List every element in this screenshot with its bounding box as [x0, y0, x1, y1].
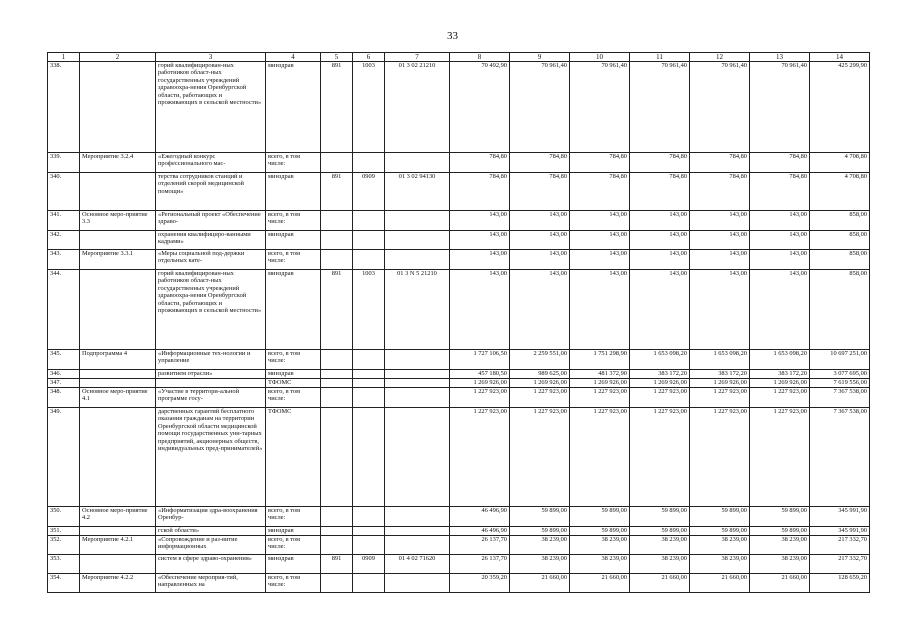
- table-cell: Мероприятие 4.2.1: [80, 536, 156, 555]
- table-cell: [321, 350, 353, 370]
- table-cell: [385, 211, 450, 231]
- column-header: 9: [510, 53, 570, 62]
- table-cell: 0909: [353, 173, 385, 211]
- table-cell: 481 372,90: [570, 370, 630, 379]
- table-row: [48, 231, 870, 250]
- table-cell: 350.: [48, 507, 80, 527]
- table-cell: охранения квалифициро-ванными кадрами»: [156, 231, 266, 250]
- table-row: [48, 555, 870, 574]
- table-cell: 3 077 695,00: [810, 370, 870, 379]
- table-cell: Основное меро-приятие 4.2: [80, 507, 156, 527]
- table-cell: всего, в том числе:: [266, 211, 321, 231]
- table-cell: 351.: [48, 527, 80, 536]
- table-cell: «Обеспечение мероприя-тий, направленных на: [156, 574, 266, 593]
- table-cell: 59 899,00: [630, 527, 690, 536]
- table-cell: [321, 250, 353, 270]
- table-cell: 59 899,00: [630, 507, 690, 527]
- table-cell: [385, 231, 450, 250]
- table-cell: 338.: [48, 62, 80, 153]
- table-cell: 01 4 02 71620: [385, 555, 450, 574]
- column-header: 13: [750, 53, 810, 62]
- table-cell: 01 3 N 5 21210: [385, 270, 450, 350]
- table-cell: минздрав: [266, 231, 321, 250]
- table-cell: 143,00: [690, 231, 750, 250]
- table-cell: систем в сфере здраво-охранения»: [156, 555, 266, 574]
- table-cell: 128 659,20: [810, 574, 870, 593]
- table-row: [48, 370, 870, 379]
- table-cell: 784,80: [750, 173, 810, 211]
- table-cell: 7 619 556,00: [810, 379, 870, 388]
- table-cell: 784,80: [450, 153, 510, 173]
- table-cell: «Ежегодный конкурс профессионального мас-: [156, 153, 266, 173]
- table-cell: [385, 250, 450, 270]
- table-cell: терства сотрудников станций и отделений скорой медицинской помощи»: [156, 173, 266, 211]
- table-cell: 891: [321, 555, 353, 574]
- table-cell: 38 239,00: [630, 555, 690, 574]
- table-cell: [80, 62, 156, 153]
- table-cell: [321, 379, 353, 388]
- table-cell: 858,00: [810, 250, 870, 270]
- table-cell: 26 137,70: [450, 536, 510, 555]
- table-cell: 143,00: [510, 231, 570, 250]
- table-cell: 345 991,90: [810, 507, 870, 527]
- table-cell: 784,80: [690, 173, 750, 211]
- table-row: [48, 270, 870, 350]
- table-cell: 59 899,00: [750, 507, 810, 527]
- table-cell: 70 492,90: [450, 62, 510, 153]
- table-cell: 59 899,00: [510, 527, 570, 536]
- table-cell: минздрав: [266, 62, 321, 153]
- table-cell: [353, 231, 385, 250]
- table-cell: [80, 370, 156, 379]
- table-row: [48, 408, 870, 507]
- table-cell: горий квалифицирован-ных работников област-ных государственных учреждений здравоохра-нения Оренбургской области, работающих и проживающих в сельской местности»: [156, 62, 266, 153]
- table-cell: 143,00: [570, 231, 630, 250]
- table-cell: 70 961,40: [630, 62, 690, 153]
- table-cell: всего, в том числе:: [266, 350, 321, 370]
- table-cell: «Информатизация здра-воохранения Оренбур-: [156, 507, 266, 527]
- table-cell: [353, 370, 385, 379]
- table-cell: [156, 379, 266, 388]
- table-cell: минздрав: [266, 527, 321, 536]
- table-row: [48, 173, 870, 211]
- table-cell: 20 359,20: [450, 574, 510, 593]
- table-cell: 1 227 923,00: [750, 408, 810, 507]
- table-cell: 143,00: [630, 211, 690, 231]
- table-cell: 891: [321, 173, 353, 211]
- table-cell: Основное меро-приятие 3.3: [80, 211, 156, 231]
- table-cell: 01 3 02 21210: [385, 62, 450, 153]
- table-cell: [353, 153, 385, 173]
- table-cell: [385, 379, 450, 388]
- table-cell: 1 269 926,00: [570, 379, 630, 388]
- table-row: [48, 153, 870, 173]
- table-cell: 784,80: [630, 153, 690, 173]
- table-cell: 59 899,00: [570, 507, 630, 527]
- table-cell: всего, в том числе:: [266, 388, 321, 408]
- table-cell: [321, 388, 353, 408]
- table-cell: [353, 574, 385, 593]
- table-cell: 344.: [48, 270, 80, 350]
- table-cell: 858,00: [810, 270, 870, 350]
- table-cell: 1 227 923,00: [630, 408, 690, 507]
- table-cell: развитием отрасли»: [156, 370, 266, 379]
- table-cell: 1 727 106,50: [450, 350, 510, 370]
- table-cell: 1 227 923,00: [450, 408, 510, 507]
- table-cell: 425 299,90: [810, 62, 870, 153]
- table-cell: [80, 231, 156, 250]
- table-cell: [385, 350, 450, 370]
- table-row: [48, 507, 870, 527]
- table-cell: 1 653 098,20: [630, 350, 690, 370]
- table-row: [48, 527, 870, 536]
- table-cell: [385, 507, 450, 527]
- table-cell: 1 269 926,00: [750, 379, 810, 388]
- table-cell: 01 3 02 94130: [385, 173, 450, 211]
- table-cell: 383 172,20: [690, 370, 750, 379]
- table-cell: 1 653 098,20: [750, 350, 810, 370]
- column-header: 1: [48, 53, 80, 62]
- table-cell: [321, 211, 353, 231]
- table-cell: [385, 370, 450, 379]
- table-cell: 143,00: [630, 270, 690, 350]
- table-cell: 38 239,00: [510, 536, 570, 555]
- table-row: [48, 388, 870, 408]
- table-cell: [385, 408, 450, 507]
- table-cell: 38 239,00: [750, 536, 810, 555]
- table-cell: 70 961,40: [570, 62, 630, 153]
- table-cell: [321, 370, 353, 379]
- table-cell: [80, 527, 156, 536]
- table-cell: [80, 408, 156, 507]
- table-cell: 339.: [48, 153, 80, 173]
- table-cell: 457 180,50: [450, 370, 510, 379]
- table-cell: 383 172,20: [630, 370, 690, 379]
- table-cell: 345 991,90: [810, 527, 870, 536]
- table-row: [48, 379, 870, 388]
- table-cell: 70 961,40: [690, 62, 750, 153]
- table-cell: 217 332,70: [810, 536, 870, 555]
- table-cell: 1 227 923,00: [510, 388, 570, 408]
- page-number: 33: [447, 30, 458, 42]
- table-cell: 343.: [48, 250, 80, 270]
- table-cell: Основное меро-приятие 4.1: [80, 388, 156, 408]
- table-cell: минздрав: [266, 370, 321, 379]
- table-cell: [385, 153, 450, 173]
- table-cell: 858,00: [810, 211, 870, 231]
- column-header: 6: [353, 53, 385, 62]
- table-cell: [353, 211, 385, 231]
- table-cell: [385, 527, 450, 536]
- table-cell: [353, 379, 385, 388]
- table-cell: 143,00: [750, 250, 810, 270]
- header-row: [48, 53, 870, 62]
- table-cell: 1 227 923,00: [570, 388, 630, 408]
- table-cell: [353, 536, 385, 555]
- table-cell: 341.: [48, 211, 80, 231]
- table-cell: 70 961,40: [750, 62, 810, 153]
- table-cell: 38 239,00: [570, 555, 630, 574]
- table-cell: 891: [321, 62, 353, 153]
- table-cell: [385, 536, 450, 555]
- table-cell: 143,00: [450, 211, 510, 231]
- table-cell: 1 227 923,00: [690, 388, 750, 408]
- table-cell: 38 239,00: [690, 555, 750, 574]
- table-cell: 4 708,80: [810, 173, 870, 211]
- table-cell: 143,00: [450, 250, 510, 270]
- table-cell: 345.: [48, 350, 80, 370]
- table-row: [48, 350, 870, 370]
- table-cell: 858,00: [810, 231, 870, 250]
- column-header: 10: [570, 53, 630, 62]
- table-cell: всего, в том числе:: [266, 153, 321, 173]
- table-cell: [385, 574, 450, 593]
- table-cell: 1 227 923,00: [750, 388, 810, 408]
- table-cell: 989 625,00: [510, 370, 570, 379]
- table-cell: 348.: [48, 388, 80, 408]
- column-header: 2: [80, 53, 156, 62]
- table-cell: 38 239,00: [630, 536, 690, 555]
- table-cell: всего, в том числе:: [266, 250, 321, 270]
- table-cell: [353, 507, 385, 527]
- table-row: [48, 536, 870, 555]
- column-header: 7: [385, 53, 450, 62]
- table-cell: [80, 379, 156, 388]
- column-header: 12: [690, 53, 750, 62]
- table-cell: [321, 408, 353, 507]
- table-cell: 1 227 923,00: [690, 408, 750, 507]
- budget-table: [47, 52, 870, 593]
- table-cell: 143,00: [690, 270, 750, 350]
- table-cell: ТФОМС: [266, 379, 321, 388]
- table-cell: [321, 536, 353, 555]
- table-cell: 143,00: [570, 270, 630, 350]
- table-cell: 143,00: [750, 231, 810, 250]
- table-cell: 383 172,20: [750, 370, 810, 379]
- column-header: 4: [266, 53, 321, 62]
- table-cell: [321, 574, 353, 593]
- table-cell: [321, 231, 353, 250]
- table-cell: всего, в том числе:: [266, 574, 321, 593]
- table-cell: 143,00: [690, 211, 750, 231]
- table-cell: [353, 350, 385, 370]
- table-cell: всего, в том числе:: [266, 507, 321, 527]
- table-row: [48, 211, 870, 231]
- table-cell: ТФОМС: [266, 408, 321, 507]
- table-cell: минздрав: [266, 270, 321, 350]
- table-cell: 1003: [353, 270, 385, 350]
- table-cell: «Участие в территори-альной программе госу-: [156, 388, 266, 408]
- table-cell: 1 227 923,00: [630, 388, 690, 408]
- table-cell: 349.: [48, 408, 80, 507]
- table-cell: горий квалифицирован-ных работников област-ных государственных учреждений здравоохра-нения Оренбургской области, работающих и проживающих в сельской местности»: [156, 270, 266, 350]
- table-cell: 1 227 923,00: [510, 408, 570, 507]
- table-cell: 347.: [48, 379, 80, 388]
- table-cell: 143,00: [630, 250, 690, 270]
- table-cell: 46 496,90: [450, 527, 510, 536]
- table-cell: [80, 270, 156, 350]
- table-cell: 784,80: [570, 173, 630, 211]
- table-cell: 0909: [353, 555, 385, 574]
- table-cell: 1 269 926,00: [690, 379, 750, 388]
- table-cell: 217 332,70: [810, 555, 870, 574]
- table-cell: 21 660,00: [510, 574, 570, 593]
- table-cell: 21 660,00: [750, 574, 810, 593]
- table-cell: 26 137,70: [450, 555, 510, 574]
- table-cell: 1 227 923,00: [570, 408, 630, 507]
- table-cell: 784,80: [570, 153, 630, 173]
- table-cell: 143,00: [510, 270, 570, 350]
- table-cell: 38 239,00: [570, 536, 630, 555]
- table-cell: 353.: [48, 555, 80, 574]
- table-cell: 143,00: [570, 250, 630, 270]
- table-cell: 21 660,00: [690, 574, 750, 593]
- column-header: 14: [810, 53, 870, 62]
- table-cell: [353, 527, 385, 536]
- table-cell: 59 899,00: [750, 527, 810, 536]
- table-cell: дарственных гарантий бесплатного оказания гражданам на территории Оренбургской области медицинской помощи государственных уни-тарных предприятий, акционерных обществ, индивидуальных пред-принимателей»: [156, 408, 266, 507]
- table-cell: «Информационные тех-нологии и управление: [156, 350, 266, 370]
- table-cell: 143,00: [450, 270, 510, 350]
- table-cell: «Сопровождение и раз-витие информационных: [156, 536, 266, 555]
- table-cell: 1 269 926,00: [630, 379, 690, 388]
- table-cell: Мероприятие 3.3.1: [80, 250, 156, 270]
- table-cell: 59 899,00: [690, 507, 750, 527]
- table-cell: 59 899,00: [570, 527, 630, 536]
- table-cell: 38 239,00: [750, 555, 810, 574]
- table-row: [48, 62, 870, 153]
- table-cell: 59 899,00: [510, 507, 570, 527]
- table-cell: 346.: [48, 370, 80, 379]
- table-cell: 340.: [48, 173, 80, 211]
- table-cell: [80, 173, 156, 211]
- table-cell: 784,80: [690, 153, 750, 173]
- table-cell: 784,80: [630, 173, 690, 211]
- table-cell: Мероприятие 4.2.2: [80, 574, 156, 593]
- table-cell: [321, 153, 353, 173]
- table-cell: всего, в том числе:: [266, 536, 321, 555]
- table-cell: Мероприятие 3.2.4: [80, 153, 156, 173]
- table-cell: 70 961,40: [510, 62, 570, 153]
- column-header: 5: [321, 53, 353, 62]
- table-cell: 784,80: [510, 173, 570, 211]
- table-cell: 1 653 098,20: [690, 350, 750, 370]
- table-cell: 21 660,00: [630, 574, 690, 593]
- table-cell: 352.: [48, 536, 80, 555]
- table-cell: «Меры социальной под-держки отдельных кате-: [156, 250, 266, 270]
- table-cell: 21 660,00: [570, 574, 630, 593]
- table-cell: 38 239,00: [690, 536, 750, 555]
- table-cell: [353, 388, 385, 408]
- table-cell: 891: [321, 270, 353, 350]
- column-header: 3: [156, 53, 266, 62]
- table-cell: 784,80: [450, 173, 510, 211]
- table-cell: 143,00: [750, 270, 810, 350]
- table-cell: 1 269 926,00: [450, 379, 510, 388]
- table-cell: 784,80: [750, 153, 810, 173]
- table-cell: 1 227 923,00: [450, 388, 510, 408]
- table-row: [48, 250, 870, 270]
- table-cell: [385, 388, 450, 408]
- table-row: [48, 574, 870, 593]
- column-header: 8: [450, 53, 510, 62]
- table-cell: 1003: [353, 62, 385, 153]
- table-cell: [353, 408, 385, 507]
- table-cell: 143,00: [510, 211, 570, 231]
- table-cell: 10 697 251,00: [810, 350, 870, 370]
- table-cell: минздрав: [266, 555, 321, 574]
- table-cell: 143,00: [690, 250, 750, 270]
- table-cell: 59 899,00: [690, 527, 750, 536]
- table-cell: 143,00: [570, 211, 630, 231]
- table-cell: 143,00: [510, 250, 570, 270]
- table-cell: 4 708,80: [810, 153, 870, 173]
- table-cell: минздрав: [266, 173, 321, 211]
- table-cell: 354.: [48, 574, 80, 593]
- table-cell: 784,80: [510, 153, 570, 173]
- column-header: 11: [630, 53, 690, 62]
- table-cell: [321, 507, 353, 527]
- table-cell: гской области»: [156, 527, 266, 536]
- table-cell: 143,00: [450, 231, 510, 250]
- table-cell: [353, 250, 385, 270]
- table-cell: 143,00: [750, 211, 810, 231]
- table-cell: 2 259 551,00: [510, 350, 570, 370]
- table-cell: «Региональный проект «Обеспечение здраво-: [156, 211, 266, 231]
- table-cell: 1 751 298,90: [570, 350, 630, 370]
- table-cell: 342.: [48, 231, 80, 250]
- table-cell: 7 367 538,00: [810, 388, 870, 408]
- table-cell: [80, 555, 156, 574]
- table-cell: 46 496,90: [450, 507, 510, 527]
- table-cell: 38 239,00: [510, 555, 570, 574]
- table-cell: 7 367 538,00: [810, 408, 870, 507]
- table-cell: Подпрограмма 4: [80, 350, 156, 370]
- table-cell: [321, 527, 353, 536]
- table-cell: 1 269 926,00: [510, 379, 570, 388]
- table-cell: 143,00: [630, 231, 690, 250]
